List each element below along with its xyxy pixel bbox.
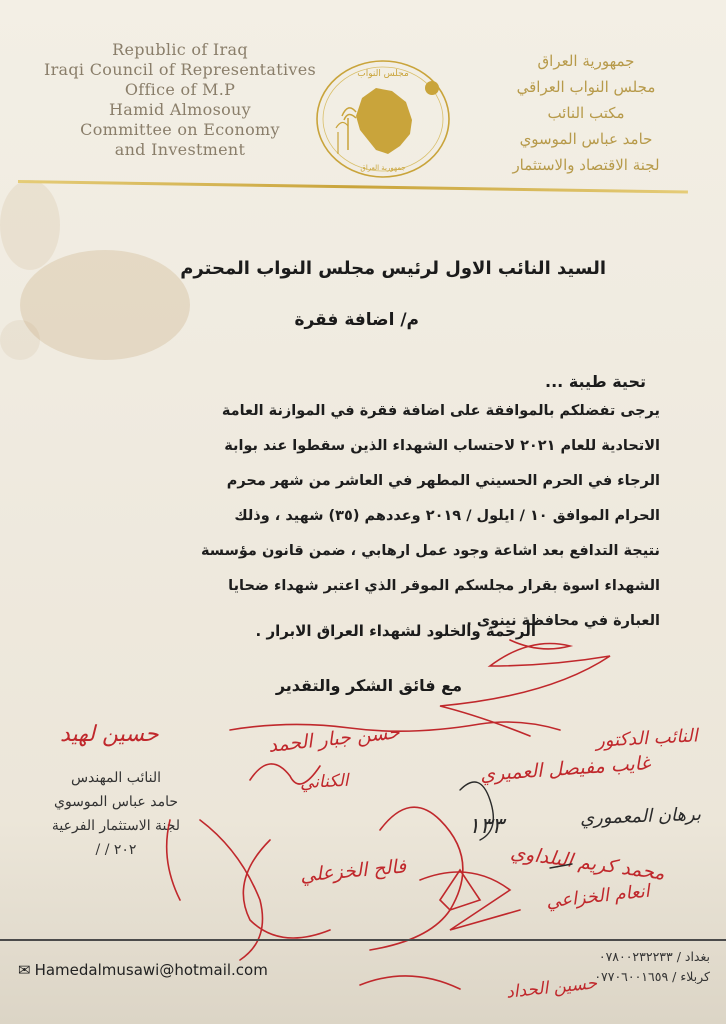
letterhead-arabic	[486, 48, 686, 178]
letterhead-ar-line: جمهورية العراق	[537, 52, 635, 70]
letterhead-divider	[18, 180, 688, 194]
letterhead-english	[30, 40, 330, 160]
signature-line: النائب المهندس	[70, 770, 162, 786]
phone-line: كربلاء / ٠٧٧٠٦٠٠١٦٥٩	[594, 969, 710, 984]
letter-addressee: السيد النائب الاول لرئيس مجلس النواب المحترم	[180, 258, 606, 279]
handwritten-signature: النائب الدكتور	[595, 725, 699, 752]
body-line: يرجى تفضلكم بالموافقة على اضافة فقرة في الموازنة العامة	[221, 403, 660, 419]
letterhead-en-line: and Investment	[114, 140, 246, 159]
footer-phones	[594, 947, 710, 987]
parliament-seal	[314, 58, 452, 180]
closing-thanks: مع فائق الشكر والتقدير	[275, 676, 462, 695]
signature-line: حامد عباس الموسوي	[53, 794, 178, 810]
handwritten-signature: حسين الحداد	[505, 973, 599, 1003]
paper-stain	[20, 250, 190, 360]
handwritten-signature: فالح الخزعلي	[299, 855, 408, 887]
footer-divider	[0, 939, 726, 941]
body-line: نتيجة التدافع بعد اشاعة وجود عمل ارهابي ، ضمن قانون مؤسسة	[201, 543, 660, 559]
footer-email	[18, 961, 268, 979]
letterhead-en-line: Iraqi Council of Representatives	[43, 60, 317, 79]
paper-stain	[0, 320, 40, 360]
body-line: العبارة في محافظة نينوى .	[466, 613, 660, 629]
phone-line: بغداد / ٠٧٨٠٠٢٣٢٢٣٣	[598, 949, 710, 964]
body-line: الحرام الموافق ١٠ / ايلول / ٢٠١٩ وعددهم (٣٥) شهيد ، وذلك	[234, 508, 660, 524]
seal-bottom-text: جمهورية العراق	[360, 164, 406, 172]
envelope-icon: ✉	[18, 961, 31, 979]
signature-line: لجنة الاستثمار الفرعية	[51, 818, 181, 834]
body-line: الاتحادية للعام ٢٠٢١ لاحتساب الشهداء الذين سقطوا عند بوابة	[224, 438, 660, 454]
seal-top-text: مجلس النواب	[357, 69, 409, 79]
body-line: الرجاء في الحرم الحسيني المطهر في العاشر من شهر محرم	[226, 473, 660, 489]
body-line: الشهداء اسوة بقرار مجلسكم الموقر الذي اعتبر شهداء ضحايا	[228, 578, 660, 594]
handwritten-signature: الكناني	[299, 770, 350, 794]
handwritten-signature: حسن جبار الحمد	[267, 721, 401, 757]
handwritten-signature: انعام الخزاعي	[545, 880, 651, 913]
letterhead-ar-line: مكتب النائب	[547, 104, 625, 122]
letterhead-en-line: Hamid Almosouy	[109, 100, 251, 119]
letterhead-ar-line: حامد عباس الموسوي	[519, 130, 653, 148]
signature-scrawl: حسين لهيد	[60, 722, 159, 747]
handwritten-signature: برهان المعموري	[579, 803, 702, 830]
handwritten-signature: محمد كريم البلداوي	[509, 841, 667, 885]
paper-stain	[0, 180, 60, 270]
handwritten-signature: ١٣٣	[468, 814, 504, 839]
mp-signature-block	[36, 766, 196, 862]
letterhead-en-line: Republic of Iraq	[112, 40, 248, 59]
letter-greeting: تحية طيبة ...	[545, 372, 646, 391]
signature-line: ٢٠٢ / /	[95, 842, 137, 858]
letter-body	[64, 394, 660, 639]
letterhead-en-line: Committee on Economy	[80, 120, 280, 139]
letterhead-ar-line: مجلس النواب العراقي	[516, 78, 656, 96]
closing-prayer: الرحمة والخلود لشهداء العراق الابرار .	[255, 622, 536, 640]
letter-subject: م/ اضافة فقرة	[294, 310, 419, 330]
letterhead-ar-line: لجنة الاقتصاد والاستثمار	[512, 156, 660, 174]
email-address: Hamedalmusawi@hotmail.com	[34, 961, 268, 979]
letterhead-en-line: Office of M.P	[124, 80, 236, 99]
handwritten-signature: غايب مفيصل العميري	[479, 752, 652, 786]
